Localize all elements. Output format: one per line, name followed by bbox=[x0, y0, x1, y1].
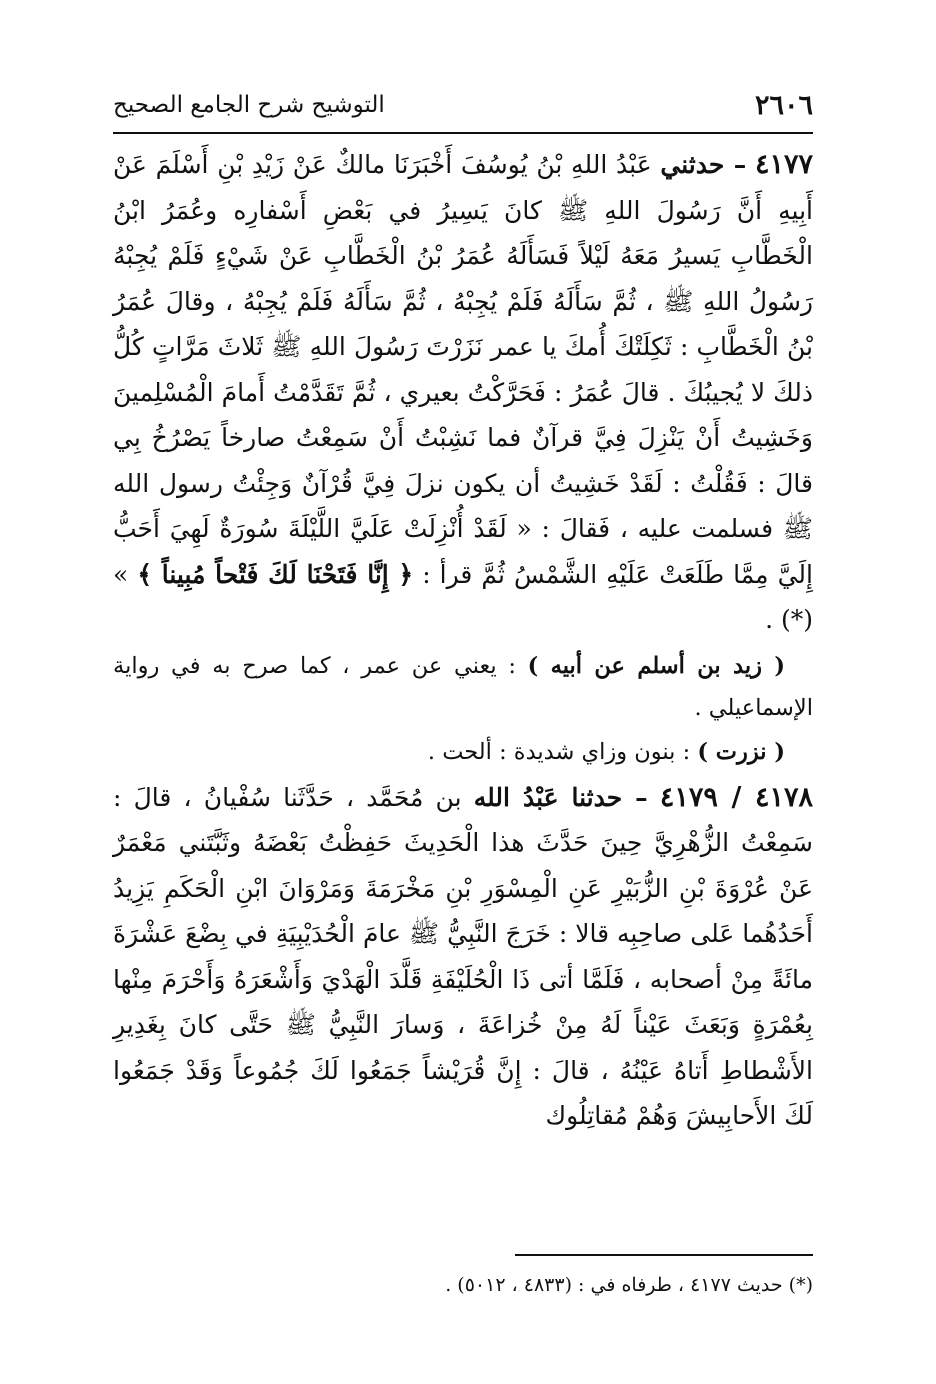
hadith-number: ٤١٧٧ bbox=[755, 149, 814, 180]
commentary-text: : يعني عن عمر ، كما صرح به في رواية الإسماعيلي . bbox=[113, 652, 813, 721]
page-header bbox=[113, 88, 813, 132]
footnote: (*) حديث ٤١٧٧ ، طرفاه في : (٤٨٣٣ ، ٥٠١٢) . bbox=[445, 1274, 813, 1296]
hadith-4177 bbox=[113, 142, 813, 643]
hadith-lead: – حدثني bbox=[660, 150, 747, 179]
hadith-4178 bbox=[113, 775, 813, 1139]
main-text bbox=[113, 142, 813, 1139]
header-rule bbox=[113, 132, 813, 134]
hadith-text: عَبْدُ اللهِ بْنُ يُوسُفَ أَخْبَرَنَا مالكٌ عَنْ زَيْدِ بْنِ أَسْلَمَ عَنْ أَبِيهِ أَنَّ رَسُولَ اللهِ ﷺ كانَ يَسِيرُ في بَعْضِ أَسْفارِه وعُمَرُ ابْنُ الْخَطَّابِ يَسيرُ مَعَهُ لَيْلاً فَسَأَلَهُ عُمَرُ بْنُ الْخَطَّابِ عَنْ شَيْءٍ فَلَمْ يُجِبْهُ رَسُولُ اللهِ ﷺ ، ثُمَّ سَأَلَهُ فَلَمْ يُجِبْهُ ، ثُمَّ سَأَلَهُ فَلَمْ يُجِبْهُ ، وقالَ عُمَرُ بْنُ الْخَطَّابِ : ثَكِلَتْكَ أُمكَ يا عمر نَزَرْتَ رَسُولَ اللهِ ﷺ ثَلاثَ مَرَّاتٍ كُلُّ ذلكَ لا يُجيبُكَ . قالَ عُمَرُ : فَحَرَّكْتُ بعيري ، ثُمَّ تَقَدَّمْتُ أَمامَ الْمُسْلِمينَ وَخَشِيتُ أَنْ يَنْزِلَ فِيَّ قرآنٌ فما نَشِبْتُ أَنْ سَمِعْتُ صارخاً يَصْرُخُ بِي قالَ : فَقُلْتُ : لَقَدْ خَشِيتُ أن يكون نزلَ فِيَّ قُرْآنٌ وَجِئْتُ رسول الله ﷺ فسلمت عليه ، فَقالَ : « لَقَدْ أُنْزِلَتْ عَلَيَّ اللَّيْلَةَ سُورَةٌ لَهِيَ أَحَبُّ إِلَيَّ مِمَّا طَلَعَتْ عَلَيْهِ الشَّمْسُ ثُمَّ قرأ : bbox=[113, 150, 813, 589]
quran-quote: ﴿ إِنَّا فَتَحْنَا لَكَ فَتْحاً مُبِيناً ﴾ bbox=[137, 559, 414, 589]
running-title: التوشيح شرح الجامع الصحيح bbox=[113, 92, 385, 118]
page-number: ٢٦٠٦ bbox=[754, 90, 813, 121]
commentary-term: ( نزرت ) bbox=[697, 738, 785, 765]
commentary-zayd bbox=[113, 645, 813, 729]
hadith-text: بن مُحَمَّد ، حَدَّثَنا سُفْيانُ ، قالَ : سَمِعْتُ الزُّهْرِيَّ حِينَ حَدَّثَ هذا الْحَدِيثَ حَفِظْتُ بَعْضَهُ وثَبَّتَني مَعْمَرٌ عَنْ عُرْوَةَ بْنِ الزُّبَيْرِ عَنِ الْمِسْوَرِ بْنِ مَخْرَمَةَ وَمَرْوَانَ ابْنِ الْحَكَمِ يَزِيدُ أَحَدُهُما عَلى صاحِبِه قالا : خَرَجَ النَّبِيُّ ﷺ عامَ الْحُدَيْبِيَةِ في بِضْعَ عَشْرَةَ مائَةً مِنْ أصحابه ، فَلَمَّا أتى ذَا الْحُلَيْفَةِ قَلَّدَ الْهَدْيَ وَأَشْعَرَهُ وَأَحْرَمَ مِنْها بِعُمْرَةٍ وَبَعَثَ عَيْناً لَهُ مِنْ خُزاعَةَ ، وَسارَ النَّبِيُّ ﷺ حَتَّى كانَ بِغَدِيرِ الأَشْطاطِ أَتاهُ عَيْنُهُ ، قالَ : إِنَّ قُرَيْشاً جَمَعُوا لَكَ جُمُوعاً وَقَدْ جَمَعُوا لَكَ الأَحابِيشَ وَهُمْ مُقاتِلُوك bbox=[113, 782, 813, 1130]
hadith-lead: – حدثنا عَبْدُ الله bbox=[473, 782, 648, 812]
commentary-nazarta bbox=[113, 731, 813, 773]
commentary-term: ( زيد بن أسلم عن أبيه ) bbox=[527, 652, 785, 679]
commentary-text: : بنون وزاي شديدة : ألحت . bbox=[427, 738, 691, 765]
footnote-rule bbox=[515, 1254, 813, 1256]
hadith-number: ٤١٧٨ / ٤١٧٩ bbox=[659, 781, 814, 813]
hadith-ending: » (*) . bbox=[113, 559, 813, 634]
